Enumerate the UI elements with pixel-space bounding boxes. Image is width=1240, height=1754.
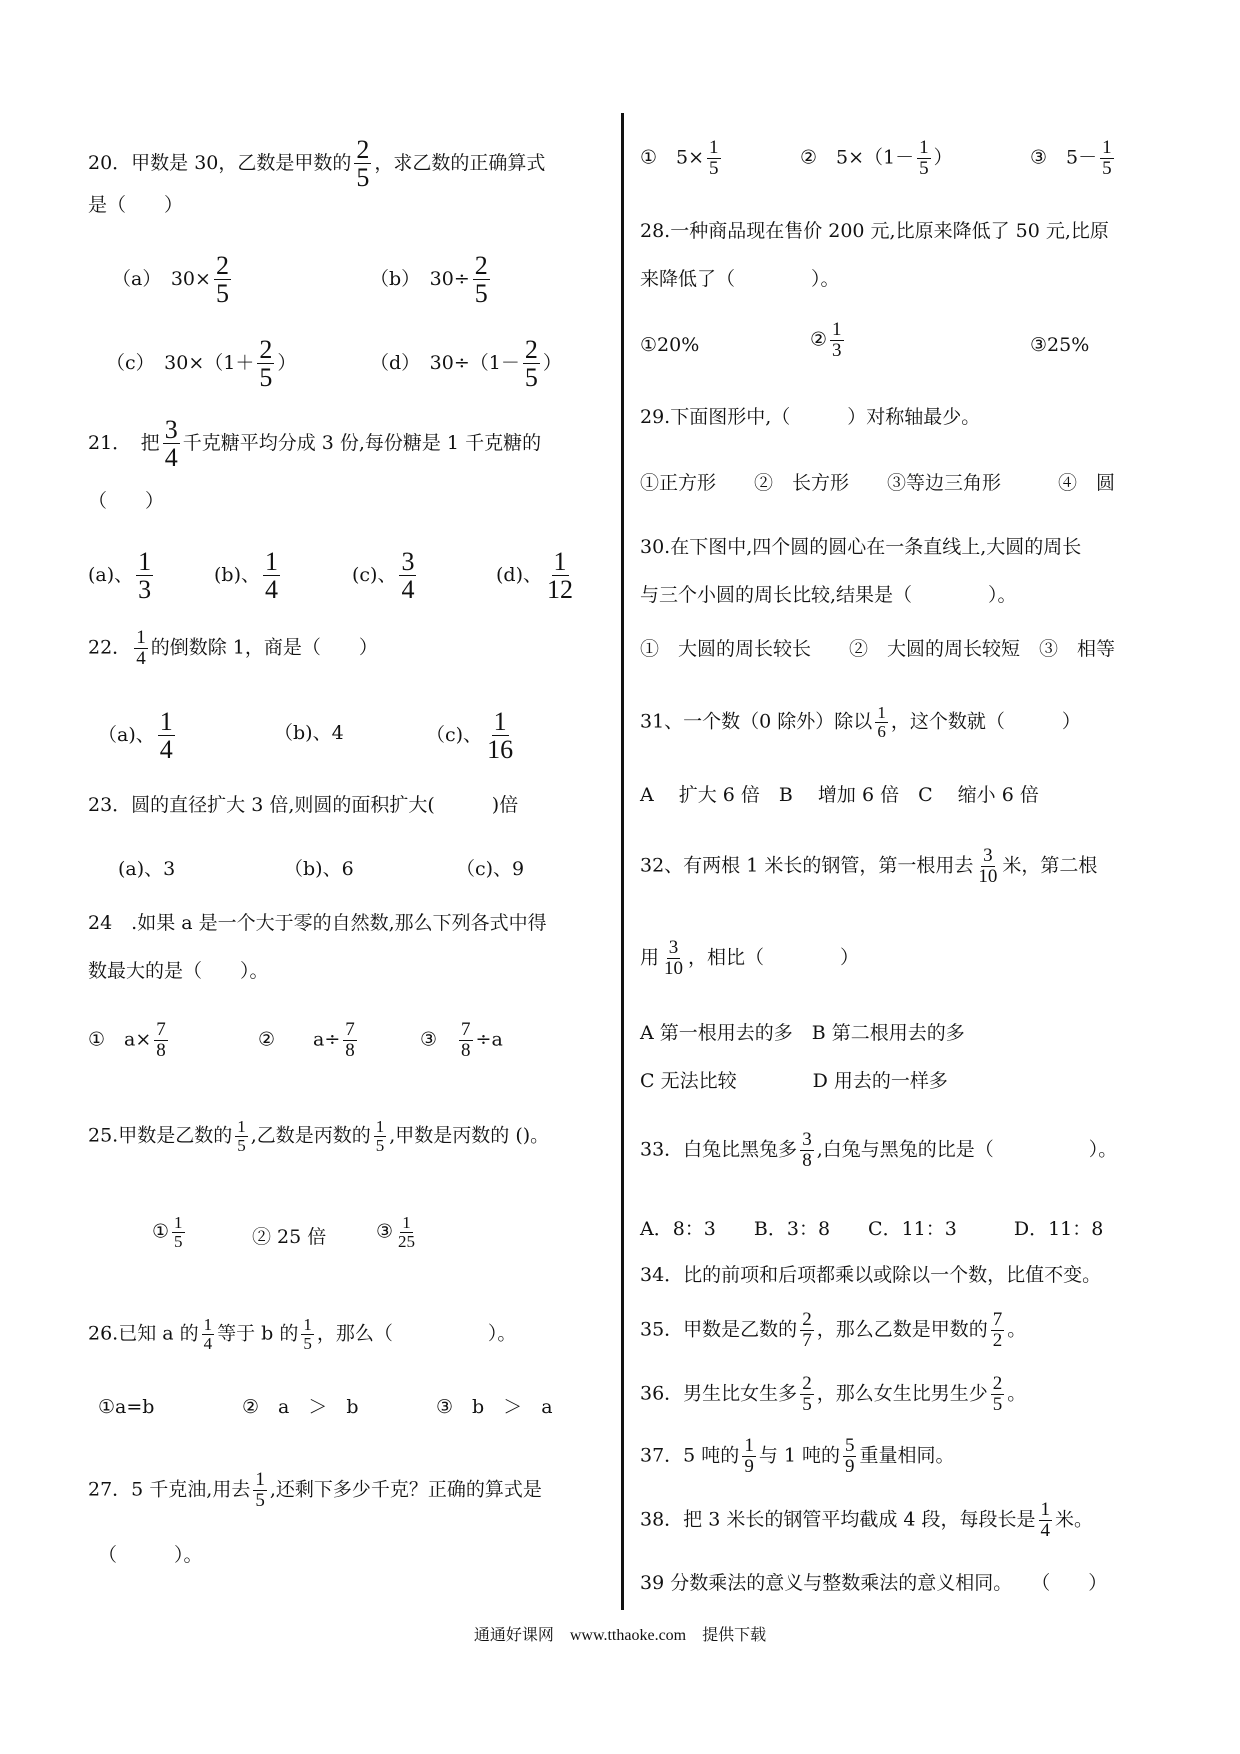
q22-option-a: （a)、 $\frac{1}{4}$ <box>98 707 173 765</box>
fraction: $\frac{1}{5}$ <box>174 1213 183 1251</box>
q37-stem: 37．5 吨的 $\frac{1}{9}$ 与 1 吨的 $\frac{5}{9}$ 重量相同。 <box>640 1435 955 1477</box>
fraction: $\frac{1}{4}$ <box>1040 1499 1051 1541</box>
fraction: $\frac{2}{5}$ <box>524 335 538 393</box>
fraction: $\frac{1}{4}$ <box>159 707 173 765</box>
q31-stem: 31、一个数（0 除外）除以 $\frac{1}{6}$ ，这个数就（ ） <box>640 703 1081 741</box>
q33-options: A．8：3 B．3：8 C．11：3 D．11：8 <box>640 1218 1104 1240</box>
fraction: $\frac{3}{8}$ <box>802 1129 812 1171</box>
q29-options: ①正方形 ② 长方形 ③等边三角形 ④ 圆 <box>640 472 1116 494</box>
q29-stem: 29.下面图形中,（ ）对称轴最少。 <box>640 406 981 428</box>
q32-options-1: A 第一根用去的多 B 第二根用去的多 <box>640 1022 965 1044</box>
fraction: $\frac{1}{4}$ <box>136 627 146 669</box>
fraction: $\frac{1}{3}$ <box>138 547 152 605</box>
q23-option-c: （c)、9 <box>456 858 525 880</box>
q21-option-a: (a)、 $\frac{1}{3}$ <box>88 547 152 605</box>
q33-stem: 33．白兔比黑兔多 $\frac{3}{8}$ ,白兔与黑兔的比是（ ）。 <box>640 1129 1118 1171</box>
q27-stem: 27．5 千克油,用去 $\frac{1}{5}$ ,还剩下多少千克？正确的算式是 <box>88 1469 542 1511</box>
fraction: $\frac{1}{6}$ <box>877 703 886 741</box>
q24-option-1: ① a× $\frac{7}{8}$ <box>88 1019 166 1061</box>
q30-options: ① 大圆的周长较长 ② 大圆的周长较短 ③ 相等 <box>640 638 1116 660</box>
fraction: $\frac{1}{4}$ <box>203 1315 213 1353</box>
fraction: $\frac{2}{5}$ <box>356 135 370 193</box>
fraction: $\frac{3}{10}$ <box>664 937 684 979</box>
q24-stem: 24 .如果 a 是一个大于零的自然数,那么下列各式中得 <box>88 912 547 934</box>
q20-option-a: （a） 30× $\frac{2}{5}$ <box>112 251 229 309</box>
fraction: $\frac{1}{3}$ <box>832 319 842 361</box>
q27-option-2: ② 5×（1－ $\frac{1}{5}$ ） <box>800 137 953 179</box>
fraction: $\frac{2}{5}$ <box>992 1373 1003 1415</box>
q25-option-3: ③ $\frac{1}{25}$ <box>376 1213 416 1251</box>
q32-stem-line2: 用 $\frac{3}{10}$ ，相比（ ） <box>640 937 860 979</box>
q28-stem-line2: 来降低了（ ）。 <box>640 268 840 290</box>
q27-option-3: ③ 5－ $\frac{1}{5}$ <box>1030 137 1112 179</box>
footer-text: 通通好课网 www.tthaoke.com 提供下载 <box>473 1627 767 1644</box>
fraction: $\frac{1}{5}$ <box>375 1117 385 1155</box>
q25-option-1: ① $\frac{1}{5}$ <box>152 1213 183 1251</box>
fraction: $\frac{1}{5}$ <box>1102 137 1112 179</box>
fraction: $\frac{1}{25}$ <box>398 1213 416 1251</box>
fraction: $\frac{1}{9}$ <box>744 1435 754 1477</box>
q22-option-c: （c)、 $\frac{1}{16}$ <box>426 707 514 765</box>
fraction: $\frac{7}{2}$ <box>992 1309 1003 1351</box>
q20-stem: 20．甲数是 30，乙数是甲数的 $\frac{2}{5}$ ，求乙数的正确算式 <box>88 135 546 193</box>
fraction: $\frac{1}{4}$ <box>265 547 278 605</box>
q22-option-b: （b)、4 <box>274 722 344 744</box>
q24-option-2: ② a÷ $\frac{7}{8}$ <box>258 1019 355 1061</box>
q28-option-1: ①20% <box>640 334 700 356</box>
q27-option-1: ① 5× $\frac{1}{5}$ <box>640 137 719 179</box>
fraction: $\frac{2}{5}$ <box>259 335 273 393</box>
q20-stem-line2: 是（ ） <box>88 194 184 216</box>
fraction: $\frac{7}{8}$ <box>461 1019 471 1061</box>
q30-stem-line2: 与三个小圆的周长比较,结果是（ ）。 <box>640 584 1017 606</box>
q26-option-3: ③ b ＞ a <box>436 1396 553 1418</box>
fraction: $\frac{3}{10}$ <box>978 845 998 887</box>
fraction: $\frac{1}{5}$ <box>919 137 929 179</box>
q21-stem: 21． 把 $\frac{3}{4}$ 千克糖平均分成 3 份,每份糖是 1 千克糖的 <box>88 415 542 473</box>
q26-option-2: ② a ＞ b <box>242 1396 359 1418</box>
q24-option-3: ③ $\frac{7}{8}$ ÷a <box>420 1019 503 1061</box>
q26-option-1: ①a=b <box>98 1396 155 1418</box>
fraction: $\frac{2}{5}$ <box>215 251 229 309</box>
fraction: $\frac{1}{12}$ <box>547 547 573 605</box>
q27-stem-line2: （ ）。 <box>98 1544 203 1566</box>
column-divider <box>621 113 624 1610</box>
q20-option-c: （c） 30×（1＋ $\frac{2}{5}$ ） <box>106 335 297 393</box>
q32-stem: 32、有两根 1 米长的钢管，第一根用去 $\frac{3}{10}$ 米，第二根 <box>640 845 1098 887</box>
q28-stem: 28.一种商品现在售价 200 元,比原来降低了 50 元,比原 <box>640 220 1109 242</box>
q34-stem: 34．比的前项和后项都乘以或除以一个数，比值不变。 <box>640 1264 1102 1286</box>
q38-stem: 38．把 3 米长的钢管平均截成 4 段，每段长是 $\frac{1}{4}$ 米。 <box>640 1499 1094 1541</box>
q21-option-b: (b)、 $\frac{1}{4}$ <box>214 547 278 605</box>
fraction: $\frac{5}{9}$ <box>844 1435 855 1477</box>
q23-option-b: （b)、6 <box>284 858 354 880</box>
fraction: $\frac{3}{4}$ <box>164 415 178 473</box>
q26-stem: 26.已知 a 的 $\frac{1}{4}$ 等于 b 的 $\frac{1}{5}$ ，那么（ ）。 <box>88 1315 517 1353</box>
q39-stem: 39 分数乘法的意义与整数乘法的意义相同。 （ ） <box>640 1572 1108 1594</box>
q22-stem: 22． $\frac{1}{4}$ 的倒数除 1，商是（ ） <box>88 627 378 669</box>
q30-stem: 30.在下图中,四个圆的圆心在一条直线上,大圆的周长 <box>640 536 1082 558</box>
q25-option-2: ② 25 倍 <box>252 1226 327 1248</box>
q21-stem-line2: （ ） <box>88 490 165 512</box>
q21-option-d: (d)、 $\frac{1}{12}$ <box>496 547 573 605</box>
fraction: $\frac{1}{5}$ <box>303 1315 312 1353</box>
fraction: $\frac{1}{5}$ <box>709 137 719 179</box>
q35-stem: 35．甲数是乙数的 $\frac{2}{7}$ ，那么乙数是甲数的 $\frac{7}{2}$ 。 <box>640 1309 1027 1351</box>
q28-option-3: ③25% <box>1030 334 1090 356</box>
q32-options-2: C 无法比较 D 用去的一样多 <box>640 1070 948 1092</box>
fraction: $\frac{2}{5}$ <box>474 251 488 309</box>
fraction: $\frac{1}{16}$ <box>487 707 514 765</box>
q36-stem: 36．男生比女生多 $\frac{2}{5}$ ，那么女生比男生少 $\frac{2}{5}$ 。 <box>640 1373 1027 1415</box>
q20-option-d: （d） 30÷（1－ $\frac{2}{5}$ ） <box>370 335 562 393</box>
fraction: $\frac{1}{5}$ <box>255 1469 265 1511</box>
fraction: $\frac{2}{5}$ <box>802 1373 812 1415</box>
q20-option-b: （b） 30÷ $\frac{2}{5}$ <box>370 251 488 309</box>
q23-stem: 23．圆的直径扩大 3 倍,则圆的面积扩大( )倍 <box>88 794 519 816</box>
fraction: $\frac{7}{8}$ <box>156 1019 166 1061</box>
q21-option-c: (c)、 $\frac{3}{4}$ <box>352 547 415 605</box>
q28-option-2: ② $\frac{1}{3}$ <box>810 319 842 361</box>
fraction: $\frac{7}{8}$ <box>345 1019 355 1061</box>
q23-option-a: (a)、3 <box>118 858 176 880</box>
fraction: $\frac{1}{5}$ <box>237 1117 246 1155</box>
fraction: $\frac{2}{7}$ <box>802 1309 812 1351</box>
fraction: $\frac{3}{4}$ <box>401 547 415 605</box>
q31-options: A 扩大 6 倍 B 增加 6 倍 C 缩小 6 倍 <box>640 784 1039 806</box>
q24-stem-line2: 数最大的是（ ）。 <box>88 960 269 982</box>
q25-stem: 25.甲数是乙数的 $\frac{1}{5}$ ,乙数是丙数的 $\frac{1}{5}$ ,甲数是丙数的 ()。 <box>88 1117 550 1155</box>
